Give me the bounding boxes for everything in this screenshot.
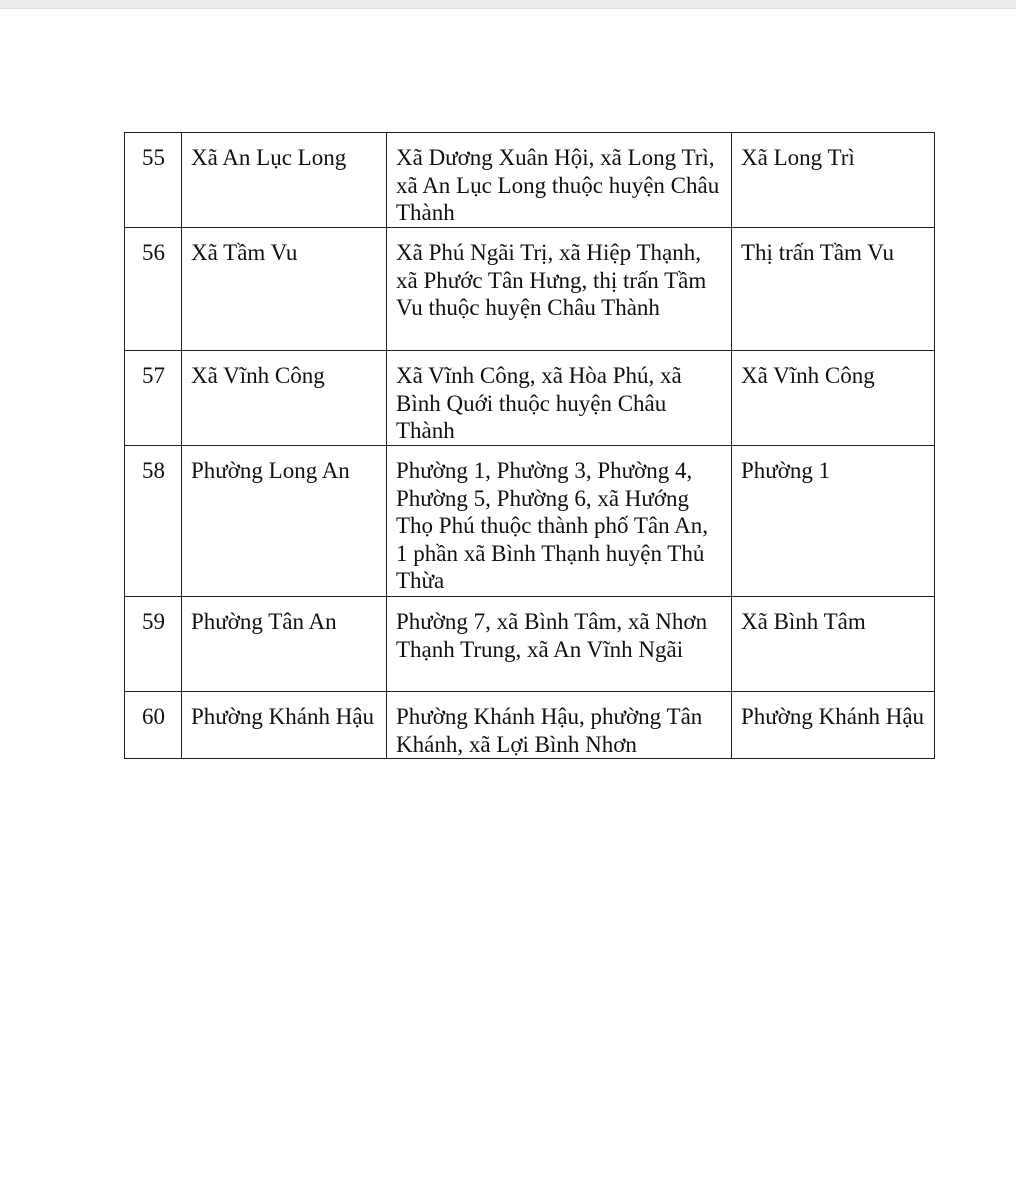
merged-units: Phường Khánh Hậu, phường Tân Khánh, xã Lợi Bình Nhơn [387, 692, 732, 759]
merged-units: Xã Dương Xuân Hội, xã Long Trì, xã An Lục Long thuộc huyện Châu Thành [387, 133, 732, 228]
new-unit-name: Phường Long An [182, 446, 387, 597]
row-number: 59 [125, 597, 182, 692]
table-row [125, 228, 935, 351]
table-row [125, 692, 935, 759]
administrative-center: Phường 1 [732, 446, 935, 597]
new-unit-name: Phường Tân An [182, 597, 387, 692]
new-unit-name: Xã An Lục Long [182, 133, 387, 228]
table-row [125, 446, 935, 597]
administrative-center: Xã Long Trì [732, 133, 935, 228]
merged-units: Xã Vĩnh Công, xã Hòa Phú, xã Bình Quới thuộc huyện Châu Thành [387, 351, 732, 446]
administrative-center: Xã Vĩnh Công [732, 351, 935, 446]
new-unit-name: Xã Vĩnh Công [182, 351, 387, 446]
administrative-center: Thị trấn Tầm Vu [732, 228, 935, 351]
viewer-top-strip [0, 0, 1016, 9]
new-unit-name: Xã Tầm Vu [182, 228, 387, 351]
administrative-center: Xã Bình Tâm [732, 597, 935, 692]
document-page [0, 9, 1016, 1200]
table-row [125, 597, 935, 692]
merger-table [124, 132, 935, 759]
table-row [125, 133, 935, 228]
row-number: 57 [125, 351, 182, 446]
row-number: 58 [125, 446, 182, 597]
table-row [125, 351, 935, 446]
new-unit-name: Phường Khánh Hậu [182, 692, 387, 759]
row-number: 55 [125, 133, 182, 228]
row-number: 56 [125, 228, 182, 351]
row-number: 60 [125, 692, 182, 759]
merged-units: Phường 1, Phường 3, Phường 4, Phường 5, Phường 6, xã Hướng Thọ Phú thuộc thành phố Tân An, 1 phần xã Bình Thạnh huyện Thủ Thừa [387, 446, 732, 597]
merged-units: Xã Phú Ngãi Trị, xã Hiệp Thạnh, xã Phước Tân Hưng, thị trấn Tầm Vu thuộc huyện Châu Thành [387, 228, 732, 351]
administrative-center: Phường Khánh Hậu [732, 692, 935, 759]
merged-units: Phường 7, xã Bình Tâm, xã Nhơn Thạnh Trung, xã An Vĩnh Ngãi [387, 597, 732, 692]
